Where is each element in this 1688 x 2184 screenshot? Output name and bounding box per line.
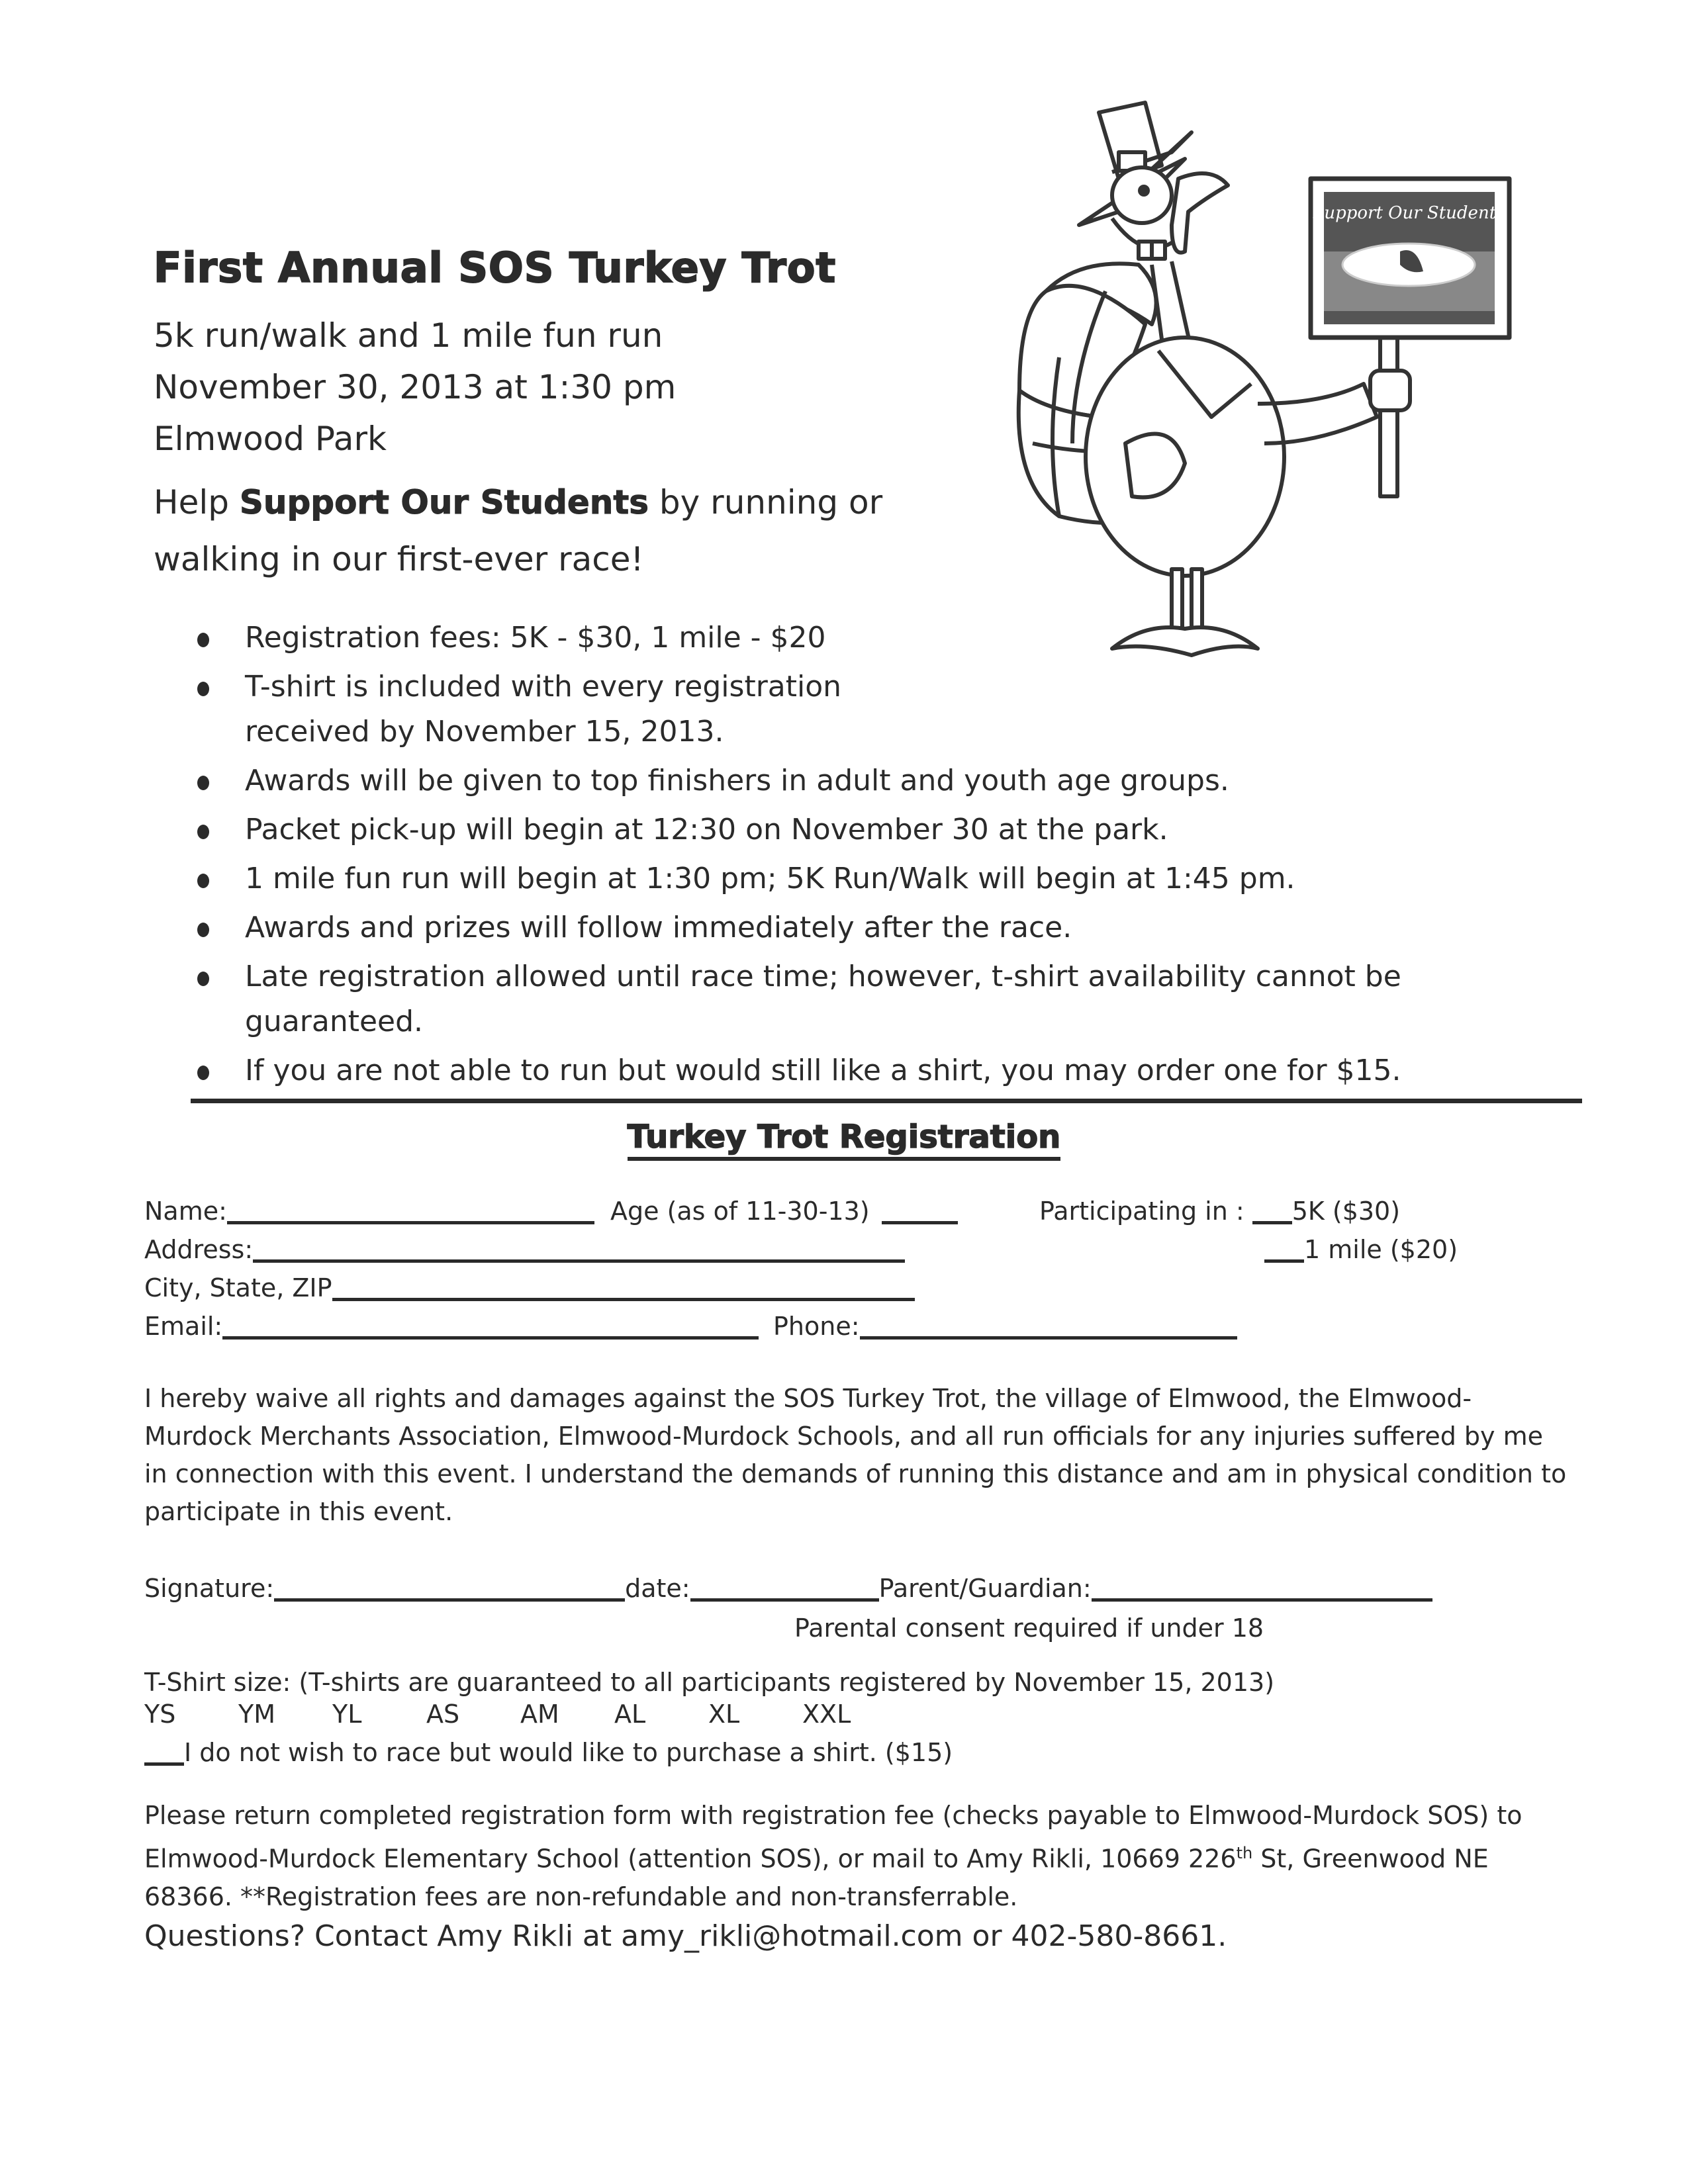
bullet-text: Registration fees: 5K - $30, 1 mile - $20 xyxy=(245,621,826,655)
date-field[interactable] xyxy=(690,1574,879,1602)
bullet-icon xyxy=(197,825,209,839)
shirt-only-checkbox[interactable] xyxy=(144,1739,184,1766)
size-option[interactable]: AL xyxy=(614,1700,646,1729)
help-suffix: by running or xyxy=(649,483,883,522)
phone-field[interactable] xyxy=(860,1312,1237,1340)
email-field[interactable] xyxy=(222,1312,759,1340)
city-field[interactable] xyxy=(332,1274,915,1301)
registration-title-text: Turkey Trot Registration xyxy=(628,1118,1061,1161)
bullet-item xyxy=(192,664,907,754)
city-row xyxy=(144,1273,915,1302)
address-label: Address: xyxy=(144,1235,254,1264)
bullet-item xyxy=(192,807,1516,852)
size-option[interactable]: YL xyxy=(332,1700,362,1729)
info-bullets xyxy=(192,615,1516,1097)
event-type: 5k run/walk and 1 mile fun run xyxy=(154,316,663,355)
phone-row xyxy=(773,1312,1237,1341)
signature-row xyxy=(144,1574,1432,1603)
signature-field[interactable] xyxy=(274,1574,625,1602)
bullet-item xyxy=(192,615,1516,660)
bullet-item xyxy=(192,758,1516,803)
size-option[interactable]: AS xyxy=(426,1700,460,1729)
name-field[interactable] xyxy=(227,1197,594,1224)
turkey-icon xyxy=(993,73,1562,702)
bullet-icon xyxy=(197,874,209,888)
email-label: Email: xyxy=(144,1312,223,1341)
name-label: Name: xyxy=(144,1197,227,1226)
option-5k-label: 5K ($30) xyxy=(1291,1197,1401,1226)
name-row xyxy=(144,1197,594,1226)
option-1mile-label: 1 mile ($20) xyxy=(1304,1235,1458,1264)
registration-title xyxy=(0,1118,1688,1156)
turkey-illustration xyxy=(993,73,1562,702)
city-label: City, State, ZIP xyxy=(144,1273,332,1302)
return-instructions xyxy=(144,1797,1568,1916)
bullet-text: Awards and prizes will follow immediately after the race. xyxy=(245,911,1072,944)
event-location: Elmwood Park xyxy=(154,420,387,458)
return-text-2: St, Greenwood NE 68366. **Registration fees are non-refundable and non-transferrable. xyxy=(144,1844,1489,1911)
email-row xyxy=(144,1312,759,1341)
size-option[interactable]: XXL xyxy=(802,1700,851,1729)
bullet-icon xyxy=(197,1066,209,1080)
size-option[interactable]: YS xyxy=(144,1700,176,1729)
option-5k-checkbox[interactable] xyxy=(1252,1197,1292,1224)
bullet-item xyxy=(192,1048,1516,1093)
help-line xyxy=(154,483,882,522)
return-sup: th xyxy=(1236,1844,1253,1862)
section-divider xyxy=(191,1099,1582,1103)
address-field[interactable] xyxy=(253,1236,905,1263)
waiver-text: I hereby waive all rights and damages against the SOS Turkey Trot, the village of Elmwood, the Elmwood-Murdock Merchants Association, Elmwood-Murdock Schools, and all run officials for any injuries suffered by me in connection with this event. I understand the demands of running this distance and am in physical condition to participate in this event. xyxy=(144,1384,1567,1526)
event-date: November 30, 2013 at 1:30 pm xyxy=(154,368,677,406)
bullet-item xyxy=(192,954,1489,1044)
bullet-item xyxy=(192,905,1516,950)
tshirt-sizes xyxy=(144,1700,896,1729)
help-bold: Support Our Students xyxy=(239,483,649,522)
bullet-icon xyxy=(197,633,209,647)
participating-row xyxy=(1039,1197,1400,1226)
bullet-text: Late registration allowed until race time; however, t-shirt availability cannot be guaranteed. xyxy=(245,960,1401,1038)
consent-note: Parental consent required if under 18 xyxy=(794,1614,1264,1643)
option-1mile-checkbox[interactable] xyxy=(1264,1236,1304,1263)
tshirt-label: T-Shirt size: (T-shirts are guaranteed to all participants registered by November 15, 2013) xyxy=(144,1668,1275,1697)
contact-line: Questions? Contact Amy Rikli at amy_rikli@hotmail.com or 402-580-8661. xyxy=(144,1919,1227,1953)
address-row xyxy=(144,1235,905,1264)
shirt-only-row xyxy=(144,1738,953,1767)
bullet-icon xyxy=(197,682,209,696)
help-line-2: walking in our first-ever race! xyxy=(154,540,644,578)
bullet-text: T-shirt is included with every registration received by November 15, 2013. xyxy=(245,670,842,749)
size-option[interactable]: AM xyxy=(520,1700,559,1729)
help-prefix: Help xyxy=(154,483,240,522)
age-row xyxy=(610,1197,958,1226)
bullet-item xyxy=(192,856,1516,901)
bullet-icon xyxy=(197,776,209,790)
bullet-text: Awards will be given to top finishers in adult and youth age groups. xyxy=(245,764,1229,797)
signature-label: Signature: xyxy=(144,1574,275,1603)
date-label: date: xyxy=(625,1574,690,1603)
size-option[interactable]: XL xyxy=(708,1700,740,1729)
return-text-1: Please return completed registration form with registration fee (checks payable to Elmwood-Murdock SOS) to Elmwood-Murdock Elementary School (attention SOS), or mail to Amy Rikli, 10669 226 xyxy=(144,1801,1523,1874)
bullet-icon xyxy=(197,923,209,937)
guardian-field[interactable] xyxy=(1092,1574,1432,1602)
bullet-text: Packet pick-up will begin at 12:30 on November 30 at the park. xyxy=(245,813,1168,846)
bullet-text: 1 mile fun run will begin at 1:30 pm; 5K Run/Walk will begin at 1:45 pm. xyxy=(245,862,1295,895)
shirt-only-label: I do not wish to race but would like to purchase a shirt. ($15) xyxy=(184,1738,953,1767)
mile-row xyxy=(1264,1235,1458,1264)
bullet-text: If you are not able to run but would still like a shirt, you may order one for $15. xyxy=(245,1054,1401,1087)
sign-text: Support Our Students xyxy=(1312,203,1505,223)
age-field[interactable] xyxy=(882,1197,958,1224)
flyer-title: First Annual SOS Turkey Trot xyxy=(154,244,837,292)
participating-label: Participating in : xyxy=(1039,1197,1244,1226)
size-option[interactable]: YM xyxy=(238,1700,275,1729)
phone-label: Phone: xyxy=(773,1312,860,1341)
guardian-label: Parent/Guardian: xyxy=(878,1574,1092,1603)
bullet-icon xyxy=(197,972,209,986)
age-label: Age (as of 11-30-13) xyxy=(610,1197,870,1226)
